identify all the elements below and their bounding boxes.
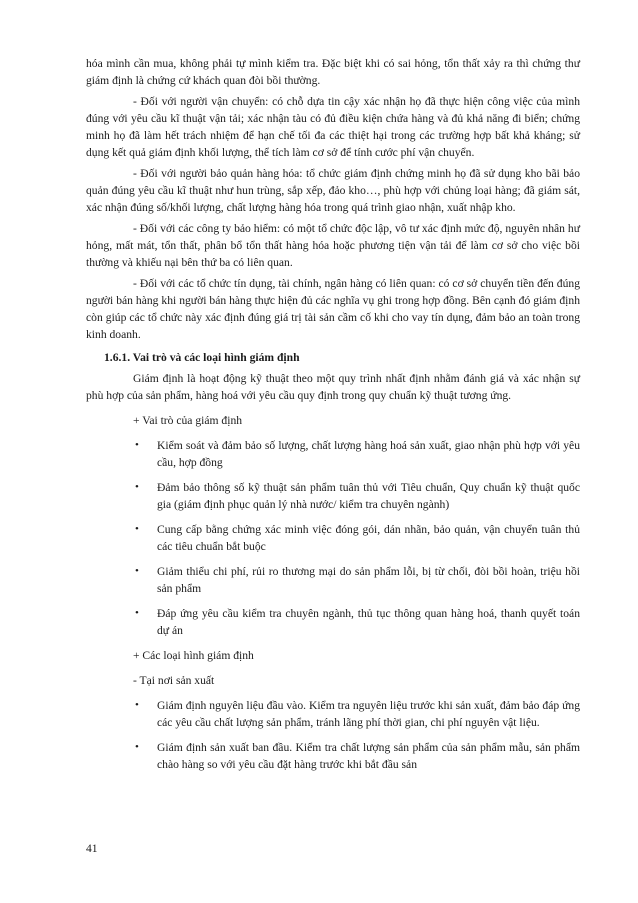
place-list xyxy=(86,697,580,773)
bullet-icon: • xyxy=(135,607,139,619)
bullet-icon: • xyxy=(135,481,139,493)
list-item xyxy=(133,479,580,513)
list-item xyxy=(133,563,580,597)
list-item xyxy=(133,437,580,471)
paragraph-insurance: - Đối với các công ty bảo hiểm: có một tổ chức độc lập, vô tư xác định mức độ, nguyên nhân hư hỏng, mất mát, tổn thất, phân bổ tổn thất hàng hóa hoặc phương tiện vận tải để làm cơ sở cho việc bồi thường và khiếu nại bên thứ ba có liên quan. xyxy=(86,222,580,269)
list-item-text: Giảm thiểu chi phí, rủi ro thương mại do sản phẩm lỗi, bị từ chối, đòi bồi hoàn, triệu hồi sản phẩm xyxy=(157,565,580,595)
list-item xyxy=(133,739,580,773)
text-column xyxy=(86,55,580,773)
list-item xyxy=(133,697,580,731)
list-item-text: Đáp ứng yêu cầu kiểm tra chuyên ngành, thủ tục thông quan hàng hoá, thanh quyết toán dự án xyxy=(157,607,580,637)
page-number: 41 xyxy=(86,842,98,855)
list-item xyxy=(133,605,580,639)
list-item-text: Giám định nguyên liệu đầu vào. Kiểm tra nguyên liệu trước khi sản xuất, đảm bảo đáp ứng các yêu cầu chất lượng sản phẩm, tránh lãng phí thời gian, chi phí nguyên vật liệu. xyxy=(157,699,580,729)
bullet-icon: • xyxy=(135,741,139,753)
roles-label: + Vai trò của giám định xyxy=(133,414,243,427)
paragraph-continuation: hóa mình cần mua, không phải tự mình kiểm tra. Đặc biệt khi có sai hỏng, tổn thất xảy ra thì chứng thư giám định là chứng cứ khách quan đòi bồi thường. xyxy=(86,57,580,87)
bullet-icon: • xyxy=(135,439,139,451)
list-item-text: Giám định sản xuất ban đầu. Kiểm tra chất lượng sản phẩm của sản phẩm mẫu, sản phẩm chào hàng so với yêu cầu đặt hàng trước khi bắt đầu sản xyxy=(157,741,580,771)
bullet-icon: • xyxy=(135,565,139,577)
paragraph-warehouse: - Đối với người bảo quản hàng hóa: tổ chức giám định chứng minh họ đã sử dụng kho bãi bảo quản đúng yêu cầu kĩ thuật như hun trùng, sắp xếp, đảo kho…, phù hợp với chủng loại hàng; đã giám sát, xác nhận đúng số/khối lượng, chất lượng hàng hóa trong quá trình giao nhận, xuất nhập kho. xyxy=(86,167,580,214)
list-item-text: Đảm bảo thông số kỹ thuật sản phẩm tuân thủ với Tiêu chuẩn, Quy chuẩn kỹ thuật quốc gia (giám định phục quản lý nhà nước/ kiểm tra chuyên ngành) xyxy=(157,481,580,511)
types-label: + Các loại hình giám định xyxy=(133,649,254,662)
roles-list xyxy=(86,437,580,639)
place-label: - Tại nơi sản xuất xyxy=(133,674,215,687)
bullet-icon: • xyxy=(135,523,139,535)
section-intro: Giám định là hoạt động kỹ thuật theo một quy trình nhất định nhằm đánh giá và xác nhận sự phù hợp của sản phẩm, hàng hoá với yêu cầu quy định trong quy chuẩn kỹ thuật tương ứng. xyxy=(86,372,580,402)
section-heading: 1.6.1. Vai trò và các loại hình giám định xyxy=(104,351,300,364)
paragraph-credit: - Đối với các tổ chức tín dụng, tài chính, ngân hàng có liên quan: có cơ sở chuyển tiền đến đúng người bán hàng khi người bán hàng thực hiện đủ các nghĩa vụ ghi trong hợp đồng. Bên cạnh đó giám định còn giúp các tổ chức này xác định đúng giá trị tài sản cầm cố khi cho vay tín dụng, đảm bảo an toàn trong kinh doanh. xyxy=(86,277,580,341)
list-item-text: Kiểm soát và đảm bảo số lượng, chất lượng hàng hoá sản xuất, giao nhận phù hợp với yêu cầu, hợp đồng xyxy=(157,439,580,469)
list-item xyxy=(133,521,580,555)
paragraph-carrier: - Đối với người vận chuyển: có chỗ dựa tin cậy xác nhận họ đã thực hiện công việc của mình đúng với yêu cầu kĩ thuật vận tải; xác nhận tàu có đủ điều kiện chứa hàng và đủ khả năng đi biển; chứng minh họ đã làm hết trách nhiệm để hạn chế tối đa các thiệt hại trong các trường hợp bất khả kháng; sử dụng kết quả giám định khối lượng, thể tích làm cơ sở để tính cước phí vận chuyển. xyxy=(86,95,580,159)
list-item-text: Cung cấp bằng chứng xác minh việc đóng gói, dán nhãn, bảo quản, vận chuyển tuân thủ các tiêu chuẩn bắt buộc xyxy=(157,523,580,553)
bullet-icon: • xyxy=(135,699,139,711)
